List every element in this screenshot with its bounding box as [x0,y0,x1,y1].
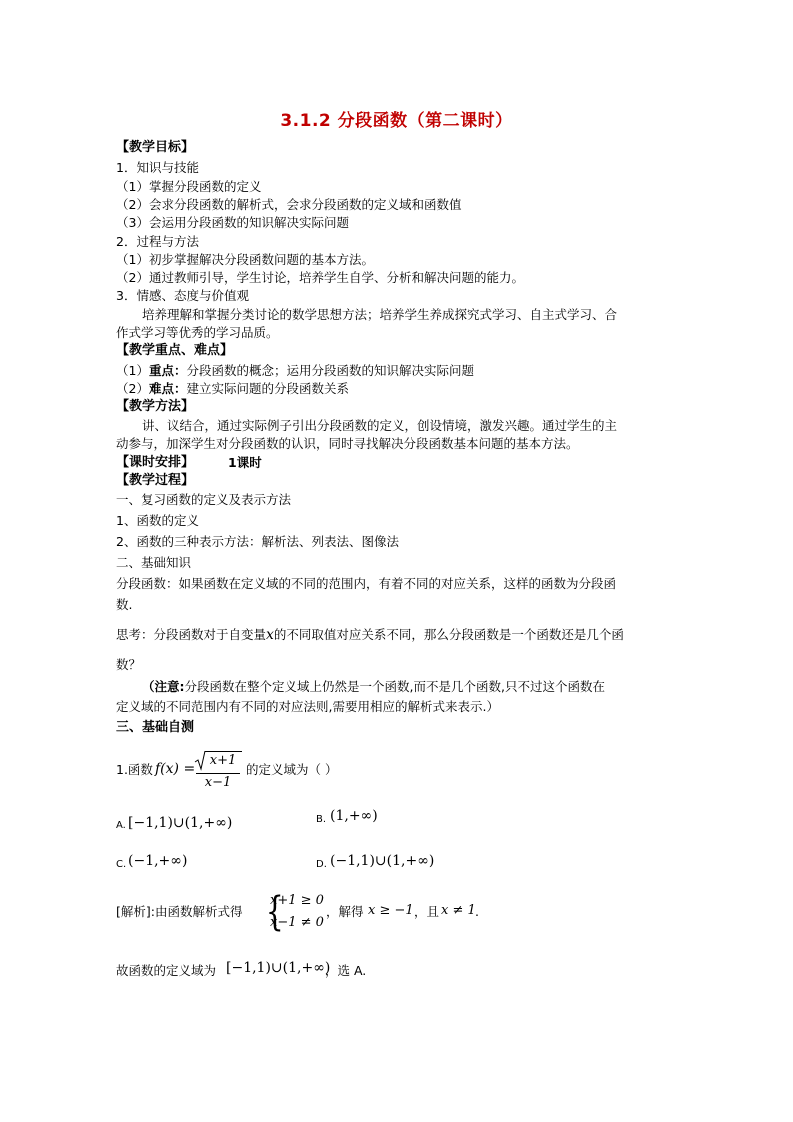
option-d: (−1,1)∪(1,+∞) [330,853,435,869]
think-line-2: 数？ [116,657,142,672]
definition-line-1: 分段函数：如果函数在定义域的不同的范围内，有着不同的对应关系，这样的函数为分段函 [116,576,617,591]
process-heading: 【教学过程】 [116,473,195,488]
process-part-1b: 2、函数的三种表示方法：解析法、列表法、图像法 [116,534,399,549]
solution-result-2: x ≠ 1 [441,903,476,918]
goal-2b: （2）通过教师引导，学生讨论，培养学生自学、分析和解决问题的能力。 [116,270,524,285]
process-part-1: 一、复习函数的定义及表示方法 [116,492,292,507]
goal-1b: （2）会求分段函数的解析式，会求分段函数的定义域和函数值 [116,197,462,212]
option-b: (1,+∞) [330,808,378,824]
key-point-1-label: 重点： [148,363,187,378]
question-function: f(x) = [155,761,196,777]
key-point-2-label: 难点： [148,381,187,396]
note-label: （注意: [142,679,185,694]
method-line-1: 讲、议结合，通过实际例子引出分段函数的定义，创设情境，激发兴趣。通过学生的主 [142,418,618,433]
key-point-2 [116,381,349,397]
key-point-1 [116,363,474,379]
process-part-1a: 1、函数的定义 [116,513,199,528]
goal-3: 3．情感、态度与价值观 [116,288,249,303]
goal-1a: （1）掌握分段函数的定义 [116,179,262,194]
conclusion-value: [−1,1)∪(1,+∞) [226,960,331,976]
key-point-1-text: 分段函数的概念；运用分段函数的知识解决实际问题 [186,363,474,378]
self-test-heading: 三、基础自测 [116,720,195,735]
option-b-label: B. [316,814,327,825]
goal-3b: 作式学习等优秀的学习品质。 [116,325,279,340]
conclusion-prefix: 故函数的定义域为 [116,963,217,978]
think-suffix: 的不同取值对应关系不同，那么分段函数是一个函数还是几个函 [273,627,624,642]
solution-middle: ，解得 [326,904,364,919]
conclusion-suffix: ，选 A. [325,963,367,978]
definition-line-2: 数. [116,597,133,612]
note-line-1 [142,679,605,695]
note-line-2: 定义域的不同范围内有不同的对应法则,需要用相应的解析式来表示.） [116,699,499,714]
method-heading: 【教学方法】 [116,399,195,414]
option-a: [−1,1)∪(1,+∞) [128,815,233,831]
solution-condition-2: x−1 ≠ 0 [270,915,324,930]
solution-condition-1: x+1 ≥ 0 [270,893,324,908]
option-c-label: C. [116,859,127,870]
option-c: (−1,+∞) [128,853,188,869]
method-line-2: 动参与，加深学生对分段函数的认识，同时寻找解决分段函数基本问题的基本方法。 [116,436,579,451]
solution-end: . [475,904,479,919]
key-point-2-prefix: （2） [116,381,149,396]
option-a-label: A. [116,820,126,831]
think-line-1 [116,627,624,643]
think-prefix: 思考：分段函数对于自变量 [116,627,267,642]
goal-2: 2．过程与方法 [116,234,199,249]
goal-1: 1．知识与技能 [116,160,199,175]
goal-1c: （3）会运用分段函数的知识解决实际问题 [116,215,349,230]
fraction-denominator: x−1 [204,775,232,790]
goal-2a: （1）初步掌握解决分段函数问题的基本方法。 [116,252,374,267]
key-points-heading: 【教学重点、难点】 [116,343,234,358]
key-point-1-prefix: （1） [116,363,149,378]
goals-heading: 【教学目标】 [116,140,195,155]
think-variable: x [266,627,274,643]
schedule-value: 1课时 [228,455,262,470]
note-text: 分段函数在整个定义域上仍然是一个函数,而不是几个函数,只不过这个函数在 [184,679,605,694]
schedule-heading: 【课时安排】 [116,455,195,470]
question-prefix: 1.函数 [116,762,153,777]
question-suffix: 的定义域为（ ） [246,762,338,777]
solution-result-1: x ≥ −1 [368,903,414,918]
option-d-label: D. [316,859,327,870]
page-title: 3.1.2 分段函数（第二课时） [280,111,513,131]
solution-and: ，且 [414,904,440,919]
key-point-2-text: 建立实际问题的分段函数关系 [186,381,349,396]
solution-brace: { [265,889,284,935]
goal-3a: 培养理解和掌握分类讨论的数学思想方法；培养学生养成探究式学习、自主式学习、合 [142,307,618,322]
solution-prefix: [解析]:由函数解析式得 [116,904,243,919]
question-fraction [194,749,242,793]
process-part-2: 二、基础知识 [116,555,192,570]
fraction-numerator: x+1 [209,753,237,768]
